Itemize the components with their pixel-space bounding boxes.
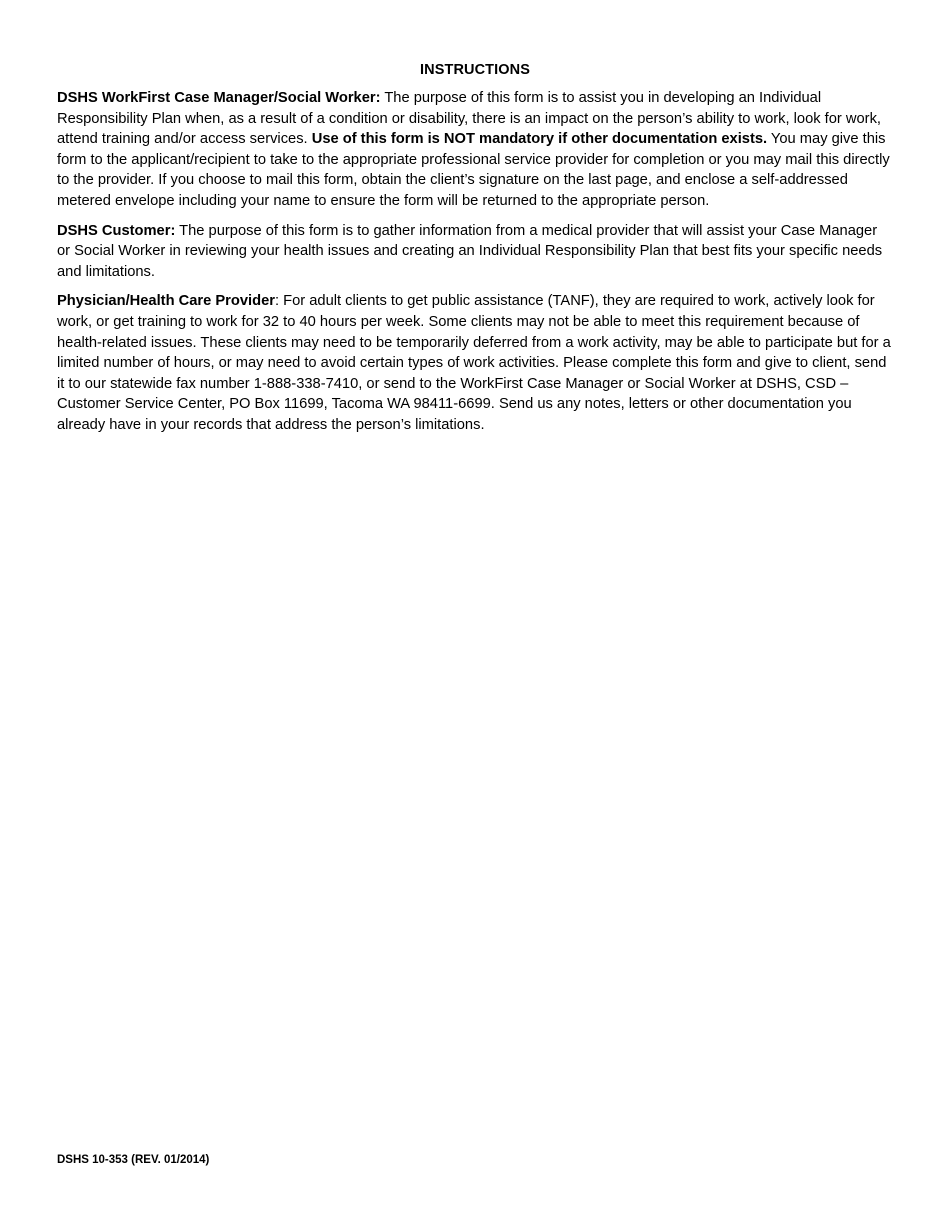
customer-label: DSHS Customer:: [57, 222, 176, 239]
case-manager-text-part2: You may give this form to the applicant/recipient to take to the appropriate professional service provider for completion or you may mail this directly to the provider. If you choose to mail this form, obtain the client’s signature on the last page, and enclose a self-addressed metered envelope including your name to ensure the form will be returned to the appropriate person.: [57, 131, 890, 209]
form-number-footer: DSHS 10-353 (REV. 01/2014): [57, 1154, 210, 1166]
customer-paragraph: [57, 221, 893, 283]
case-manager-label: DSHS WorkFirst Case Manager/Social Worker:: [57, 90, 381, 106]
case-manager-paragraph: [57, 88, 893, 212]
customer-text: The purpose of this form is to gather information from a medical provider that will assist your Case Manager or Social Worker in reviewing your health issues and creating an Individual Responsibility Plan that best fits your specific needs and limitations.: [57, 222, 883, 280]
not-mandatory-notice: Use of this form is NOT mandatory if other documentation exists.: [311, 131, 768, 148]
page-title: INSTRUCTIONS: [420, 62, 530, 78]
instructions-page: [57, 62, 893, 445]
case-manager-text-part1: The purpose of this form is to assist you in developing an Individual Responsibility Plan when, as a result of a condition or disability, there is an impact on the person’s ability to work, look for work, attend training and/or access services.: [57, 90, 881, 148]
provider-paragraph: [57, 291, 893, 435]
provider-label: Physician/Health Care Provider: [57, 293, 275, 310]
provider-text: : For adult clients to get public assistance (TANF), they are required to work, actively look for work, or get training to work for 32 to 40 hours per week. Some clients may not be able to meet this requirement because of health-related issues. These clients may need to be temporarily deferred from a work activity, may be able to participate but for a limited number of hours, or may need to avoid certain types of work activities. Please complete this form and give to client, send it to our statewide fax number 1-888-338-7410, or send to the WorkFirst Case Manager or Social Worker at DSHS, CSD – Customer Service Center, PO Box 11699, Tacoma WA 98411-6699. Send us any notes, letters or other documentation you already have in your records that address the person’s limitations.: [57, 293, 891, 433]
